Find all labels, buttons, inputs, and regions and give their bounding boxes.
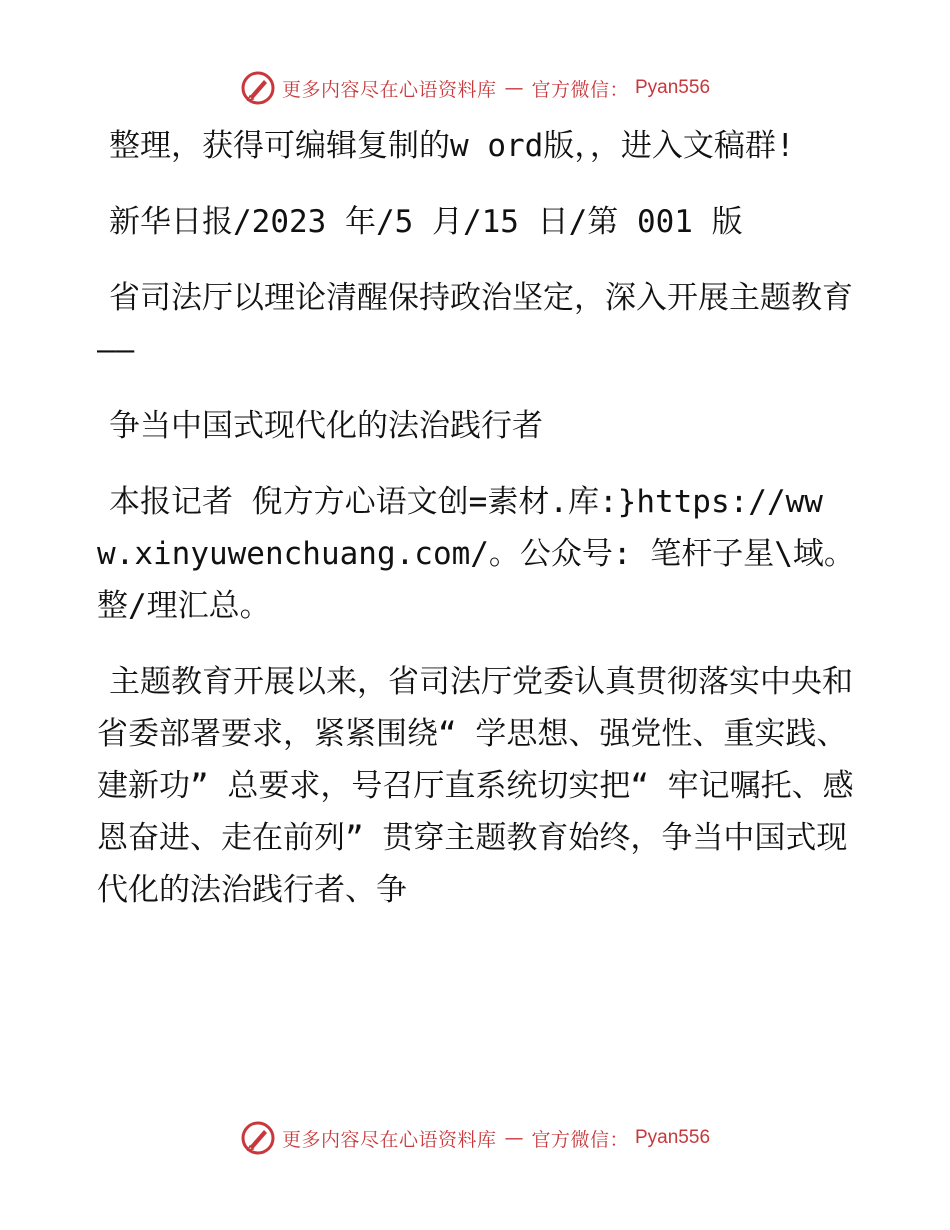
watermark-wechat-label: 官方微信：	[531, 78, 629, 101]
watermark-text: 更多内容尽在心语资料库	[281, 78, 497, 101]
watermark-separator: —	[504, 1127, 524, 1149]
paragraph-subheadline: 争当中国式现代化的法治践行者	[109, 408, 543, 444]
watermark-wechat-id: Pyan556	[635, 1127, 711, 1148]
watermark-separator: —	[504, 77, 524, 99]
watermark-text: 更多内容尽在心语资料库	[281, 1128, 497, 1151]
paragraph-byline: 本报记者 倪方方心语文创=素材.库:}https://www.xinyuwenchuang.com/。公众号: 笔杆子星\域。整/理汇总。	[97, 484, 855, 624]
footer-watermark	[0, 1120, 950, 1156]
document-body	[97, 120, 857, 940]
pen-logo-icon	[240, 70, 276, 106]
pen-logo-icon	[240, 1120, 276, 1156]
watermark-wechat-label: 官方微信：	[531, 1128, 629, 1151]
paragraph-dateline: 新华日报/2023 年/5 月/15 日/第 001 版	[109, 204, 743, 240]
header-watermark	[0, 70, 950, 106]
paragraph-intro: 整理，获得可编辑复制的w ord版，，进入文稿群!	[109, 128, 795, 164]
paragraph-headline: 省司法厅以理论清醒保持政治坚定，深入开展主题教育——	[97, 280, 853, 368]
paragraph-body: 主题教育开展以来，省司法厅党委认真贯彻落实中央和省委部署要求，紧紧围绕“ 学思想、强党性、重实践、建新功” 总要求，号召厅直系统切实把“ 牢记嘱托、感恩奋进、走在前列” 贯穿主题教育始终，争当中国式现代化的法治践行者、争	[97, 664, 854, 908]
watermark-wechat-id: Pyan556	[635, 77, 711, 98]
